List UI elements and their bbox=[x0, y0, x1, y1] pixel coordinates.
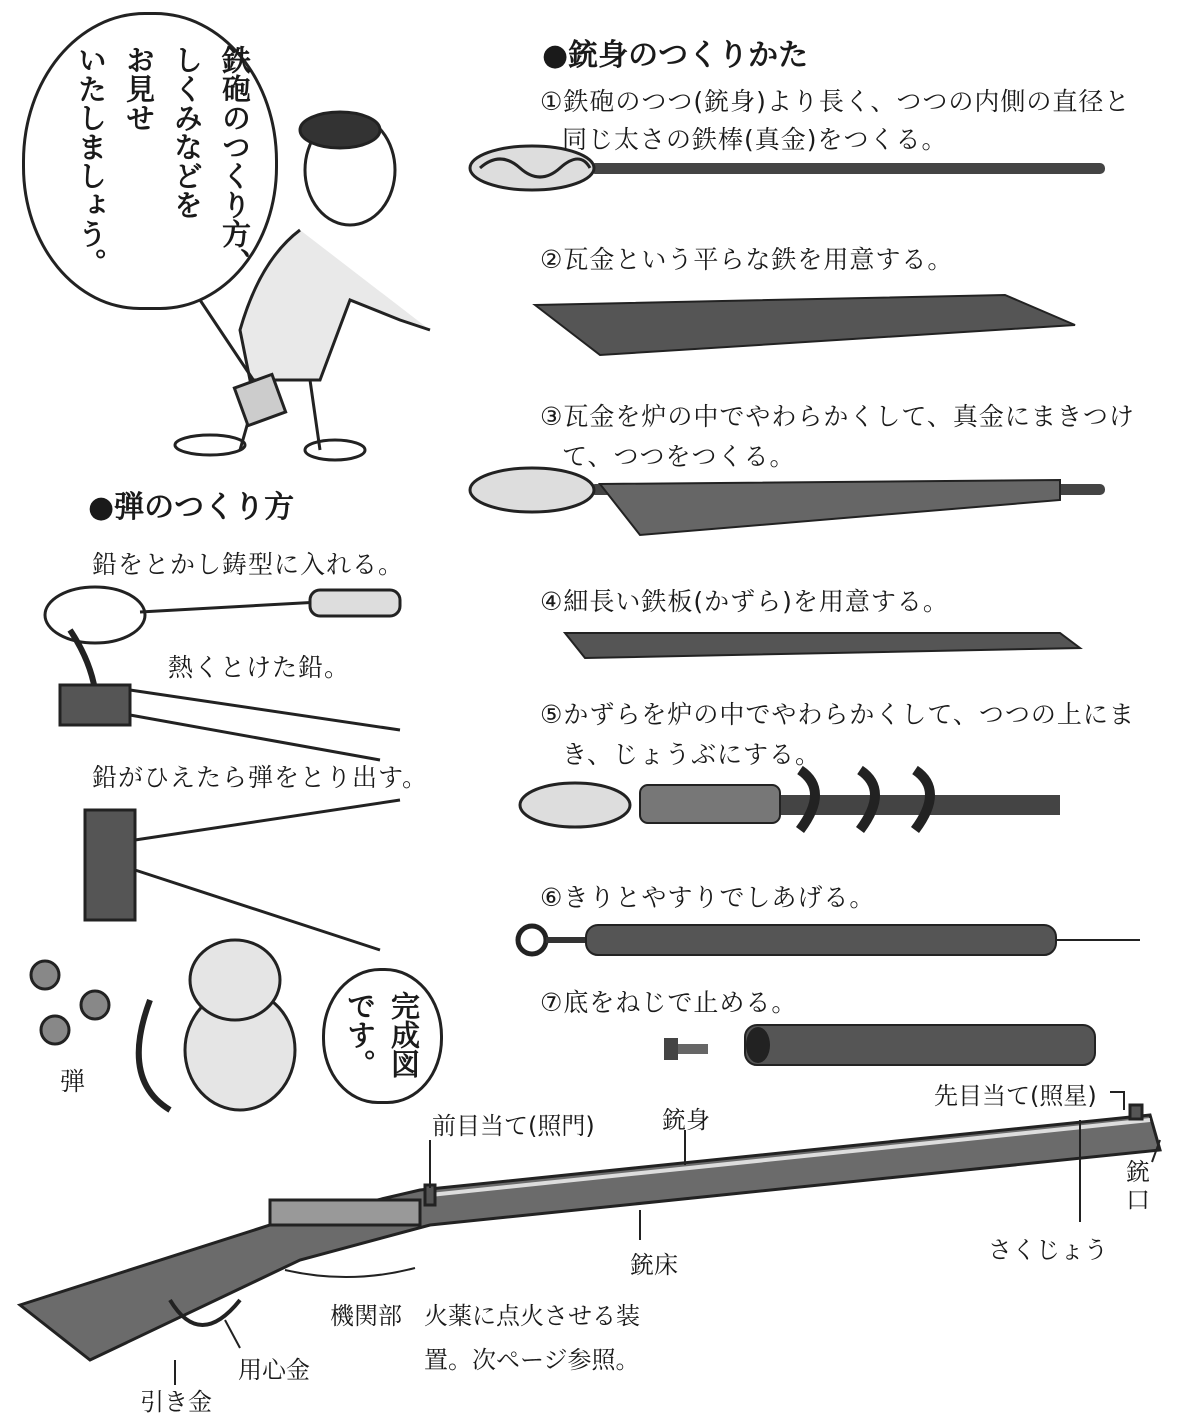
barrel-step-6: ⑥きりとやすりでしあげる。 bbox=[540, 883, 876, 912]
finished-barrel-illustration bbox=[518, 925, 1140, 955]
barrel-label: 銃身 bbox=[662, 1106, 710, 1134]
bullet-label: 弾 bbox=[60, 1067, 87, 1096]
speech-bubble-man bbox=[22, 12, 278, 310]
barrel-section-heading: ●銃身のつくりかた bbox=[542, 38, 809, 73]
flat-plate-illustration bbox=[535, 295, 1075, 355]
mechanism-note-line-1: 火薬に点火させる装 bbox=[424, 1302, 640, 1330]
speech-line-3: お見せ bbox=[122, 45, 156, 132]
barrel-step-7: ⑦底をねじで止める。 bbox=[540, 988, 798, 1017]
mechanism-label: 機関部 bbox=[330, 1302, 402, 1330]
rear-sight-label: 前目当て(照門) bbox=[432, 1112, 595, 1140]
speech-line-4: いたしましょう。 bbox=[74, 45, 108, 277]
wrapping-plate-illustration bbox=[470, 468, 1105, 535]
barrel-step-3-line-2: て、つつをつくる。 bbox=[562, 442, 796, 471]
barrel-step-3-line-1: ③瓦金を炉の中でやわらかくして、真金にまきつけ bbox=[540, 402, 1135, 431]
iron-strip-illustration bbox=[565, 633, 1080, 658]
barrel-step-5-line-1: ⑤かずらを炉の中でやわらかくして、つつの上にま bbox=[540, 700, 1135, 729]
barrel-step-1-line-1: ①鉄砲のつつ(銃身)より長く、つつの内側の直径と bbox=[540, 87, 1131, 116]
cat-speech-line-2: です。 bbox=[343, 991, 377, 1078]
stock-label: 銃床 bbox=[630, 1251, 678, 1279]
ramrod-label: さくじょう bbox=[988, 1236, 1108, 1264]
front-sight-label: 先目当て(照星) bbox=[934, 1082, 1097, 1110]
cat-speech-line-1: 完成図 bbox=[387, 991, 421, 1078]
speech-bubble-cat bbox=[322, 968, 443, 1104]
mechanism-note-line-2: 置。次ページ参照。 bbox=[424, 1346, 640, 1374]
speech-line-1: 鉄砲のつくり方、 bbox=[218, 45, 252, 277]
hot-lead-label: 熱くとけた鉛。 bbox=[168, 653, 351, 682]
speech-line-2: しくみなどを bbox=[170, 45, 204, 219]
barrel-step-5-line-2: き、じょうぶにする。 bbox=[562, 740, 822, 769]
trigger-label: 引き金 bbox=[140, 1388, 212, 1416]
bullet-section-heading: ●弾のつくり方 bbox=[88, 490, 295, 525]
barrel-step-4: ④細長い鉄板(かずら)を用意する。 bbox=[540, 587, 949, 616]
bullet-step-2: 鉛がひえたら弾をとり出す。 bbox=[92, 763, 429, 792]
cat-illustration bbox=[139, 940, 295, 1110]
spiral-wrap-illustration bbox=[520, 770, 1060, 830]
bullet-step-1: 鉛をとかし鋳型に入れる。 bbox=[92, 550, 405, 579]
trigger-guard-label: 用心金 bbox=[238, 1356, 310, 1384]
screw-and-tube-illustration bbox=[664, 1025, 1095, 1065]
muzzle-label: 銃口 bbox=[1126, 1158, 1150, 1214]
barrel-step-1-line-2: 同じ太さの鉄棒(真金)をつくる。 bbox=[562, 125, 948, 154]
barrel-step-2: ②瓦金という平らな鉄を用意する。 bbox=[540, 245, 954, 274]
